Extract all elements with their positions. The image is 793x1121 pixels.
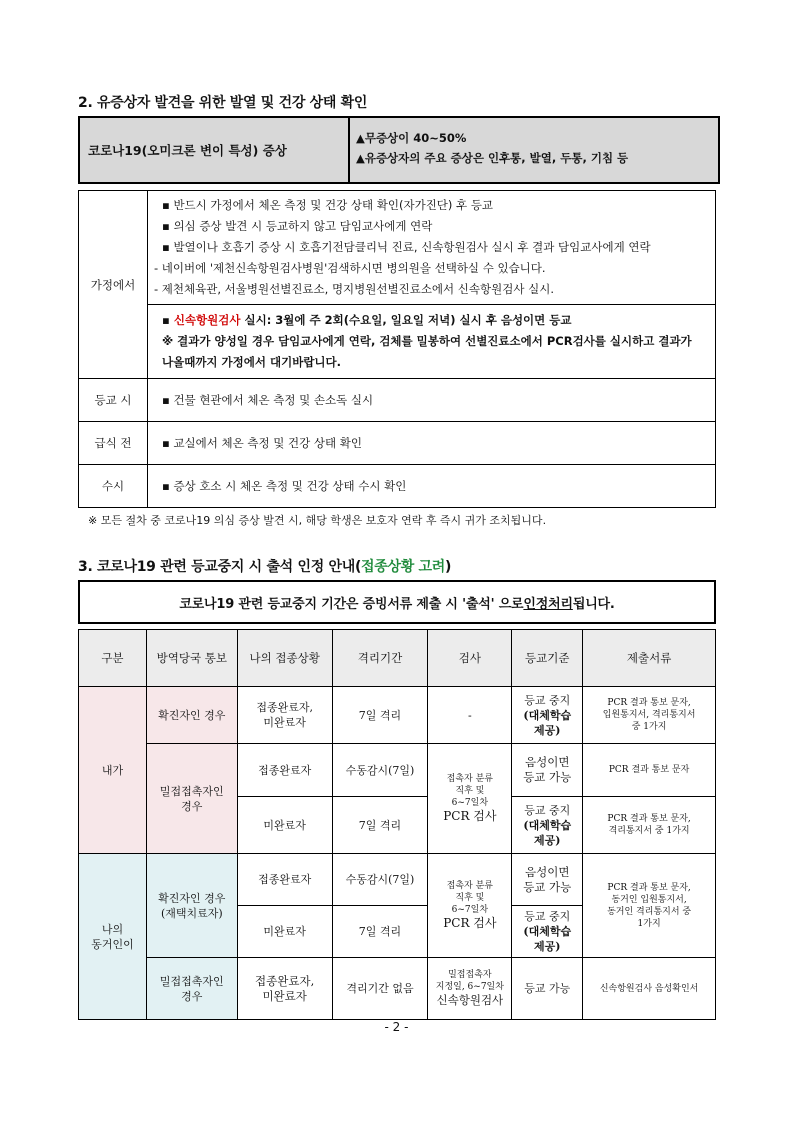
alt-study-label: (대체학습 제공) <box>523 708 572 737</box>
vacc-status: 접종완료자 <box>237 854 332 906</box>
symptom-line-2-items: 인후통, 발열, 두통, 기침 등 <box>487 151 629 165</box>
isolation-period: 7일 격리 <box>332 687 428 744</box>
arrival-text: ▪ 건물 현관에서 체온 측정 및 손소독 실시 <box>148 379 716 422</box>
group-me: 내가 <box>79 687 147 854</box>
anytime-label: 수시 <box>79 465 148 508</box>
rapid-test-line <box>154 310 709 331</box>
symptom-label: 코로나19(오미크론 변이 특성) 증상 <box>80 118 350 182</box>
group-cohabitant: 나의 동거인이 <box>79 854 147 1020</box>
criteria-stop <box>512 687 583 744</box>
test-timing: 접촉자 분류 직후 및 6~7일차 <box>446 774 494 808</box>
home-instructions <box>148 191 716 305</box>
criteria-negative: 음성이면 등교 가능 <box>512 854 583 906</box>
test-rapid: 신속항원검사 <box>436 993 504 1007</box>
me-close-contact: 밀접접촉자인 경우 <box>146 744 237 854</box>
header-documents: 제출서류 <box>583 630 716 687</box>
isolation-period: 7일 격리 <box>332 797 428 854</box>
alt-study-label: (대체학습 제공) <box>523 818 572 847</box>
arrival-label: 등교 시 <box>79 379 148 422</box>
footnote: ※ 모든 절차 중 코로나19 의심 증상 발견 시, 해당 학생은 보호자 연락 후 즉시 귀가 조치됩니다. <box>88 514 547 527</box>
rapid-test-instructions <box>148 305 716 379</box>
criteria-stop <box>512 797 583 854</box>
header-isolation: 격리기간 <box>332 630 428 687</box>
rapid-test-bullet: ▪ <box>162 313 174 327</box>
before-meal-text: ▪ 교실에서 체온 측정 및 건강 상태 확인 <box>148 422 716 465</box>
header-notice: 방역당국 통보 <box>146 630 237 687</box>
header-vaccination: 나의 접종상황 <box>237 630 332 687</box>
symptom-line-2 <box>356 148 718 168</box>
cohab-close-contact: 밀접접촉자인 경우 <box>146 958 237 1020</box>
page-number: - 2 - <box>384 1020 409 1034</box>
isolation-period: 수동감시(7일) <box>332 854 428 906</box>
test-pcr: PCR 검사 <box>443 916 497 930</box>
stop-label: 등교 중지 <box>524 803 571 817</box>
vacc-status: 접종완료자, 미완료자 <box>237 958 332 1020</box>
header-test: 검사 <box>428 630 512 687</box>
section-2-title: 2. 유증상자 발견을 위한 발열 및 건강 상태 확인 <box>78 95 368 111</box>
documents: PCR 결과 통보 문자, 입원통지서, 격리통지서 중 1가지 <box>583 687 716 744</box>
documents: PCR 결과 통보 문자 <box>583 744 716 797</box>
health-check-table <box>78 190 716 508</box>
rapid-test-rest: 실시: 3월에 주 2회(수요일, 일요일 저녁) 실시 후 음성이면 등교 <box>240 313 572 327</box>
symptom-line-1: ▲무증상이 40~50% <box>356 131 467 145</box>
home-label: 가정에서 <box>79 191 148 379</box>
criteria-negative: 음성이면 등교 가능 <box>512 744 583 797</box>
test-timing: 밀접접촉자 지정일, 6~7일차 <box>435 970 504 992</box>
attendance-table <box>78 629 716 1020</box>
notice-text: 코로나19 관련 등교중지 기간은 증빙서류 제출 시 '출석' 으로 <box>179 596 524 612</box>
home-line: - 네이버에 '제천신속항원검사병원'검색하시면 병의원을 선택하실 수 있습니다. <box>154 261 546 275</box>
notice-text-end: 됩니다. <box>572 596 615 612</box>
documents: 신속항원검사 음성확인서 <box>583 958 716 1020</box>
home-line: ▪ 반드시 가정에서 체온 측정 및 건강 상태 확인(자가진단) 후 등교 <box>162 198 494 212</box>
before-meal-label: 급식 전 <box>79 422 148 465</box>
alt-study-label: (대체학습 제공) <box>523 925 572 953</box>
header-criteria: 등교기준 <box>512 630 583 687</box>
symptom-box <box>78 116 720 184</box>
section-3-title-suffix: ) <box>444 559 452 575</box>
vacc-status: 미완료자 <box>237 797 332 854</box>
symptom-line-2-prefix: ▲유증상자의 주요 증상은 <box>356 151 488 165</box>
attendance-notice <box>78 580 716 624</box>
test <box>428 958 512 1020</box>
test-pcr: PCR 검사 <box>443 809 497 823</box>
test <box>428 744 512 854</box>
notice-underlined: 인정처리 <box>523 596 573 612</box>
anytime-text: ▪ 증상 호소 시 체온 측정 및 건강 상태 수시 확인 <box>148 465 716 508</box>
isolation-period: 7일 격리 <box>332 906 428 958</box>
home-line: ▪ 의심 증상 발견 시 등교하지 않고 담임교사에게 연락 <box>162 219 433 233</box>
symptom-description <box>350 118 718 182</box>
documents: PCR 결과 통보 문자, 격리통지서 중 1가지 <box>583 797 716 854</box>
vacc-status: 접종완료자, 미완료자 <box>237 687 332 744</box>
home-line: - 제천체육관, 서울병원선별진료소, 명지병원선별진료소에서 신속항원검사 실시. <box>154 282 554 296</box>
criteria-attend: 등교 가능 <box>512 958 583 1020</box>
section-3-title-highlight: 접종상황 고려 <box>361 559 445 575</box>
vacc-status: 미완료자 <box>237 906 332 958</box>
test-timing: 접촉자 분류 직후 및 6~7일차 <box>446 881 494 915</box>
rapid-test-keyword: 신속항원검사 <box>173 313 241 327</box>
home-line: ▪ 발열이나 호흡기 증상 시 호흡기전담클리닉 진료, 신속항원검사 실시 후 결과 담임교사에게 연락 <box>162 240 651 254</box>
documents: PCR 결과 통보 문자, 동거인 입원통지서, 동거인 격리통지서 중 1가지 <box>583 854 716 958</box>
criteria-stop <box>512 906 583 958</box>
stop-label: 등교 중지 <box>524 910 571 923</box>
me-confirmed: 확진자인 경우 <box>146 687 237 744</box>
test-none: - <box>428 687 512 744</box>
test <box>428 854 512 958</box>
cohab-confirmed: 확진자인 경우 (재택치료자) <box>146 854 237 958</box>
header-category: 구분 <box>79 630 147 687</box>
section-3-title-prefix: 3. 코로나19 관련 등교중지 시 출석 인정 안내( <box>78 559 362 575</box>
section-3-title <box>78 556 451 576</box>
stop-label: 등교 중지 <box>524 693 571 707</box>
positive-result-note: ※ 결과가 양성일 경우 담임교사에게 연락, 검체를 밀봉하여 선별진료소에서 PCR검사를 실시하고 결과가 나올때까지 가정에서 대기바랍니다. <box>162 334 692 369</box>
isolation-period: 수동감시(7일) <box>332 744 428 797</box>
vacc-status: 접종완료자 <box>237 744 332 797</box>
isolation-period: 격리기간 없음 <box>332 958 428 1020</box>
